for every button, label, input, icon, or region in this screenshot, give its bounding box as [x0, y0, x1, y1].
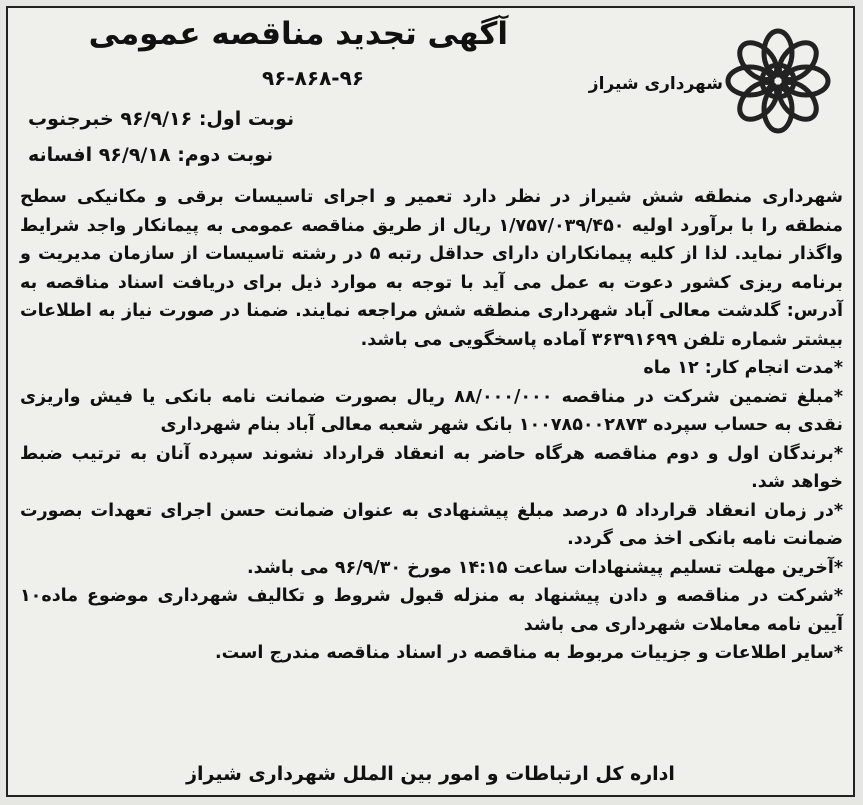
ad-header: [8, 8, 853, 183]
condition-item: *مدت انجام کار: ۱۲ ماه: [643, 358, 843, 378]
ad-title: آگهی تجدید مناقصه عمومی: [88, 16, 508, 52]
condition-item: *مبلغ تضمین شرکت در مناقصه ۸۸/۰۰۰/۰۰۰ ریال بصورت ضمانت نامه بانکی یا فیش واریزی نقدی به حساب سپرده ۱۰۰۷۸۵۰۰۲۸۷۳ بانک شهر شعبه معالی آباد بنام شهرداری: [20, 386, 843, 435]
municipality-name: شهرداری شیراز: [588, 74, 723, 94]
issuer-signature: اداره کل ارتباطات و امور بین الملل شهرداری شیراز: [186, 763, 675, 785]
publication-round-one: نوبت اول: ۹۶/۹/۱۶ خبرجنوب: [28, 108, 295, 130]
reference-number: ۹۶-۸۶۸-۹۶: [261, 66, 365, 90]
condition-item: *در زمان انعقاد قرارداد ۵ درصد مبلغ پیشنهادی به عنوان ضمانت حسن اجرای تعهدات بصورت ضمانت نامه بانکی اخذ می گردد.: [20, 500, 843, 549]
condition-item: *شرکت در مناقصه و دادن پیشنهاد به منزله قبول شروط و تکالیف شهرداری موضوع ماده۱۰ آیین نامه معاملات شهرداری می باشد: [20, 586, 843, 635]
condition-item: *آخرین مهلت تسلیم پیشنهادات ساعت ۱۴:۱۵ مورخ ۹۶/۹/۳۰ می باشد.: [247, 557, 843, 578]
condition-item: *برندگان اول و دوم مناقصه هرگاه حاضر به انعقاد قرارداد نشوند سپرده آنان به ترتیب ضبط خواهد شد.: [20, 443, 843, 492]
flower-emblem-icon: [723, 26, 833, 136]
advertisement-page: [6, 6, 855, 797]
ad-body: [20, 183, 843, 668]
condition-item: *سایر اطلاعات و جزییات مربوط به مناقصه در اسناد مناقصه مندرج است.: [214, 643, 843, 663]
publication-round-two: نوبت دوم: ۹۶/۹/۱۸ افسانه: [28, 144, 274, 166]
intro-paragraph: شهرداری منطقه شش شیراز در نظر دارد تعمیر و اجرای تاسیسات برقی و مکانیکی سطح منطقه را با برآورد اولیه ۱/۷۵۷/۰۳۹/۴۵۰ ریال از طریق مناقصه عمومی به پیمانکار واجد شرایط واگذار نماید. لذا از کلیه پیمانکاران دارای حداقل رتبه ۵ در رشته تاسیسات از سازمان مدیریت و برنامه ریزی کشور دعوت به عمل می آید با توجه به موارد ذیل برای دریافت اسناد مناقصه به آدرس: گلدشت معالی آباد شهرداری منطقه شش مراجعه نمایند. ضمنا در صورت نیاز به اطلاعات بیشتر شماره تلفن ۳۶۳۹۱۶۹۹ آماده پاسخگویی می باشد.: [20, 187, 843, 350]
